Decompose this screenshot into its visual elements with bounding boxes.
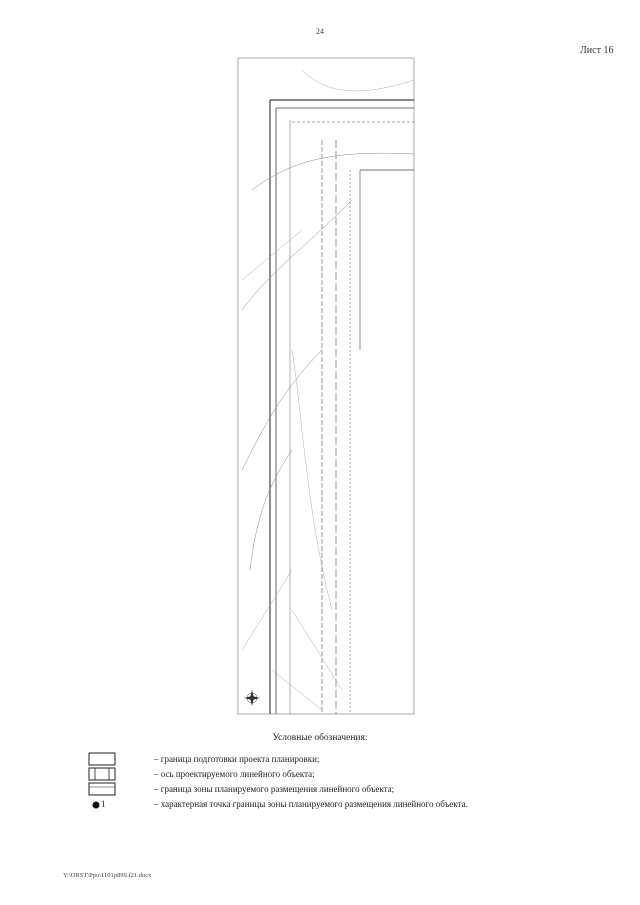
contour-line [292, 350, 332, 610]
legend-text: – ось проектируемого линейного объекта; [154, 769, 315, 779]
point-number: 1 [101, 799, 106, 809]
legend-item-point [88, 797, 558, 813]
north-arrow-icon [244, 690, 260, 706]
survey-line [292, 610, 342, 690]
legend-item-boundary [88, 752, 558, 768]
survey-line [242, 570, 292, 650]
file-path: Y:\ORST\Ppo\1101p899.f21.docx [63, 872, 152, 879]
contour-line [242, 350, 322, 470]
axis-box-icon [88, 767, 118, 781]
contour-line [242, 200, 352, 310]
legend-text: – характерная точка границы зоны планируемого размещения линейного объекта. [154, 799, 468, 809]
planning-map [232, 50, 420, 722]
zone-box-icon [88, 782, 118, 796]
legend-text: – граница подготовки проекта планировки; [154, 754, 320, 764]
legend-item-zone [88, 782, 558, 798]
contour-line [250, 450, 292, 570]
legend-text: – граница зоны планируемого размещения линейного объекта; [154, 784, 395, 794]
page-number: 24 [316, 27, 324, 36]
sheet-label: Лист 16 [580, 45, 614, 56]
survey-line [272, 670, 322, 710]
legend-item-axis [88, 767, 558, 783]
survey-line [242, 230, 302, 280]
map-frame [238, 58, 414, 714]
legend-title: Условные обозначения: [272, 733, 368, 743]
boundary-box-icon [88, 752, 118, 766]
contour-line [302, 70, 414, 91]
